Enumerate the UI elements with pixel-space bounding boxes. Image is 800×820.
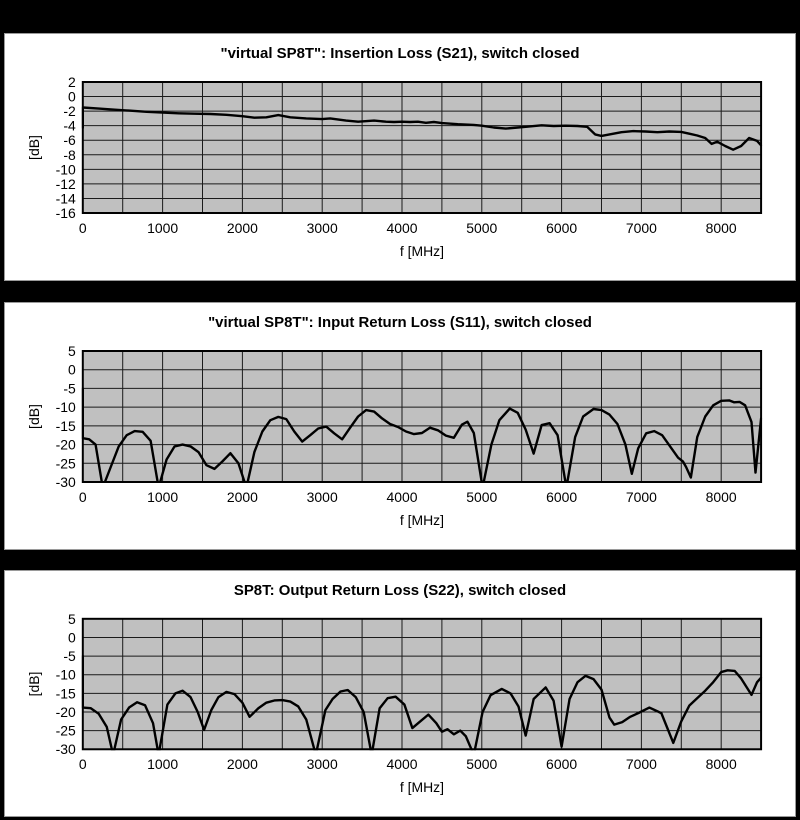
y-tick-label: -10 <box>55 666 76 683</box>
y-tick-label: -20 <box>55 436 76 453</box>
x-tick-label: 1000 <box>147 756 179 773</box>
y-axis-label: [dB] <box>25 404 42 429</box>
plot-background <box>83 619 761 749</box>
chart-canvas <box>5 303 795 549</box>
chart-panel-input-return-loss-s11 <box>4 302 796 550</box>
plot-background <box>83 82 761 213</box>
x-tick-label: 1000 <box>147 219 179 237</box>
x-tick-label: 5000 <box>466 488 498 506</box>
chart-canvas <box>5 571 795 816</box>
chart-title: "virtual SP8T": Input Return Loss (S11), switch closed <box>208 313 592 332</box>
y-axis-ticks <box>56 74 76 221</box>
y-tick-label: -5 <box>63 648 76 665</box>
x-tick-label: 7000 <box>625 756 657 773</box>
x-axis-ticks <box>79 756 737 772</box>
chart-title: SP8T: Output Return Loss (S22), switch closed <box>233 581 567 599</box>
y-tick-label: 5 <box>68 342 76 360</box>
x-tick-label: 4000 <box>386 488 418 506</box>
y-tick-label: -8 <box>63 146 76 163</box>
y-tick-label: -25 <box>55 455 76 472</box>
y-tick-label: 0 <box>68 361 76 378</box>
y-tick-label: 5 <box>68 610 76 627</box>
x-tick-label: 2000 <box>226 488 258 506</box>
y-tick-label: -20 <box>55 703 76 720</box>
x-tick-label: 8000 <box>705 488 737 506</box>
x-tick-label: 0 <box>78 219 87 237</box>
y-tick-label: -12 <box>55 175 76 192</box>
x-tick-label: 5000 <box>466 219 498 237</box>
chart-title: "virtual SP8T": Insertion Loss (S21), switch closed <box>220 44 580 63</box>
x-tick-label: 8000 <box>705 219 737 237</box>
y-tick-label: -6 <box>63 132 76 149</box>
y-tick-label: -14 <box>55 190 76 207</box>
plot-background <box>83 351 761 482</box>
x-tick-label: 7000 <box>625 488 657 506</box>
x-tick-label: 7000 <box>625 219 657 237</box>
x-tick-label: 3000 <box>306 488 338 506</box>
y-tick-label: -5 <box>63 380 76 397</box>
y-tick-label: -10 <box>55 161 76 178</box>
y-tick-label: 0 <box>68 629 76 646</box>
x-tick-label: 0 <box>78 488 87 506</box>
x-axis-ticks <box>79 220 737 236</box>
x-tick-label: 6000 <box>546 756 578 773</box>
y-tick-label: -30 <box>55 741 76 758</box>
x-tick-label: 2000 <box>226 756 258 773</box>
y-tick-label: -25 <box>55 722 76 739</box>
y-tick-label: -10 <box>55 399 76 416</box>
x-axis-label: f [MHz] <box>399 779 445 796</box>
x-tick-label: 1000 <box>147 488 179 506</box>
y-tick-label: 0 <box>68 88 76 105</box>
chart-panel-insertion-loss-s21 <box>4 33 796 281</box>
x-tick-label: 6000 <box>546 219 578 237</box>
x-tick-label: 0 <box>78 756 87 773</box>
y-tick-label: -15 <box>55 417 76 434</box>
x-tick-label: 2000 <box>226 219 258 237</box>
y-axis-label: [dB] <box>25 135 42 160</box>
x-axis-ticks <box>79 489 737 505</box>
y-tick-label: -4 <box>63 117 76 134</box>
x-tick-label: 3000 <box>306 219 338 237</box>
y-axis-ticks <box>56 611 76 757</box>
x-tick-label: 6000 <box>546 488 578 506</box>
y-tick-label: -16 <box>55 204 76 222</box>
y-tick-label: -30 <box>55 473 76 491</box>
y-axis-label: [dB] <box>25 671 42 697</box>
y-axis-ticks <box>56 343 76 490</box>
y-tick-label: -2 <box>63 103 76 120</box>
chart-canvas <box>5 34 795 280</box>
x-tick-label: 8000 <box>705 756 737 773</box>
x-axis-label: f [MHz] <box>399 242 445 260</box>
y-tick-label: -15 <box>55 685 76 702</box>
x-tick-label: 3000 <box>306 756 338 773</box>
y-tick-label: 2 <box>68 73 76 91</box>
x-tick-label: 5000 <box>466 756 498 773</box>
x-tick-label: 4000 <box>386 219 418 237</box>
chart-panel-output-return-loss-s22 <box>4 570 796 817</box>
x-tick-label: 4000 <box>386 756 418 773</box>
x-axis-label: f [MHz] <box>399 511 445 529</box>
